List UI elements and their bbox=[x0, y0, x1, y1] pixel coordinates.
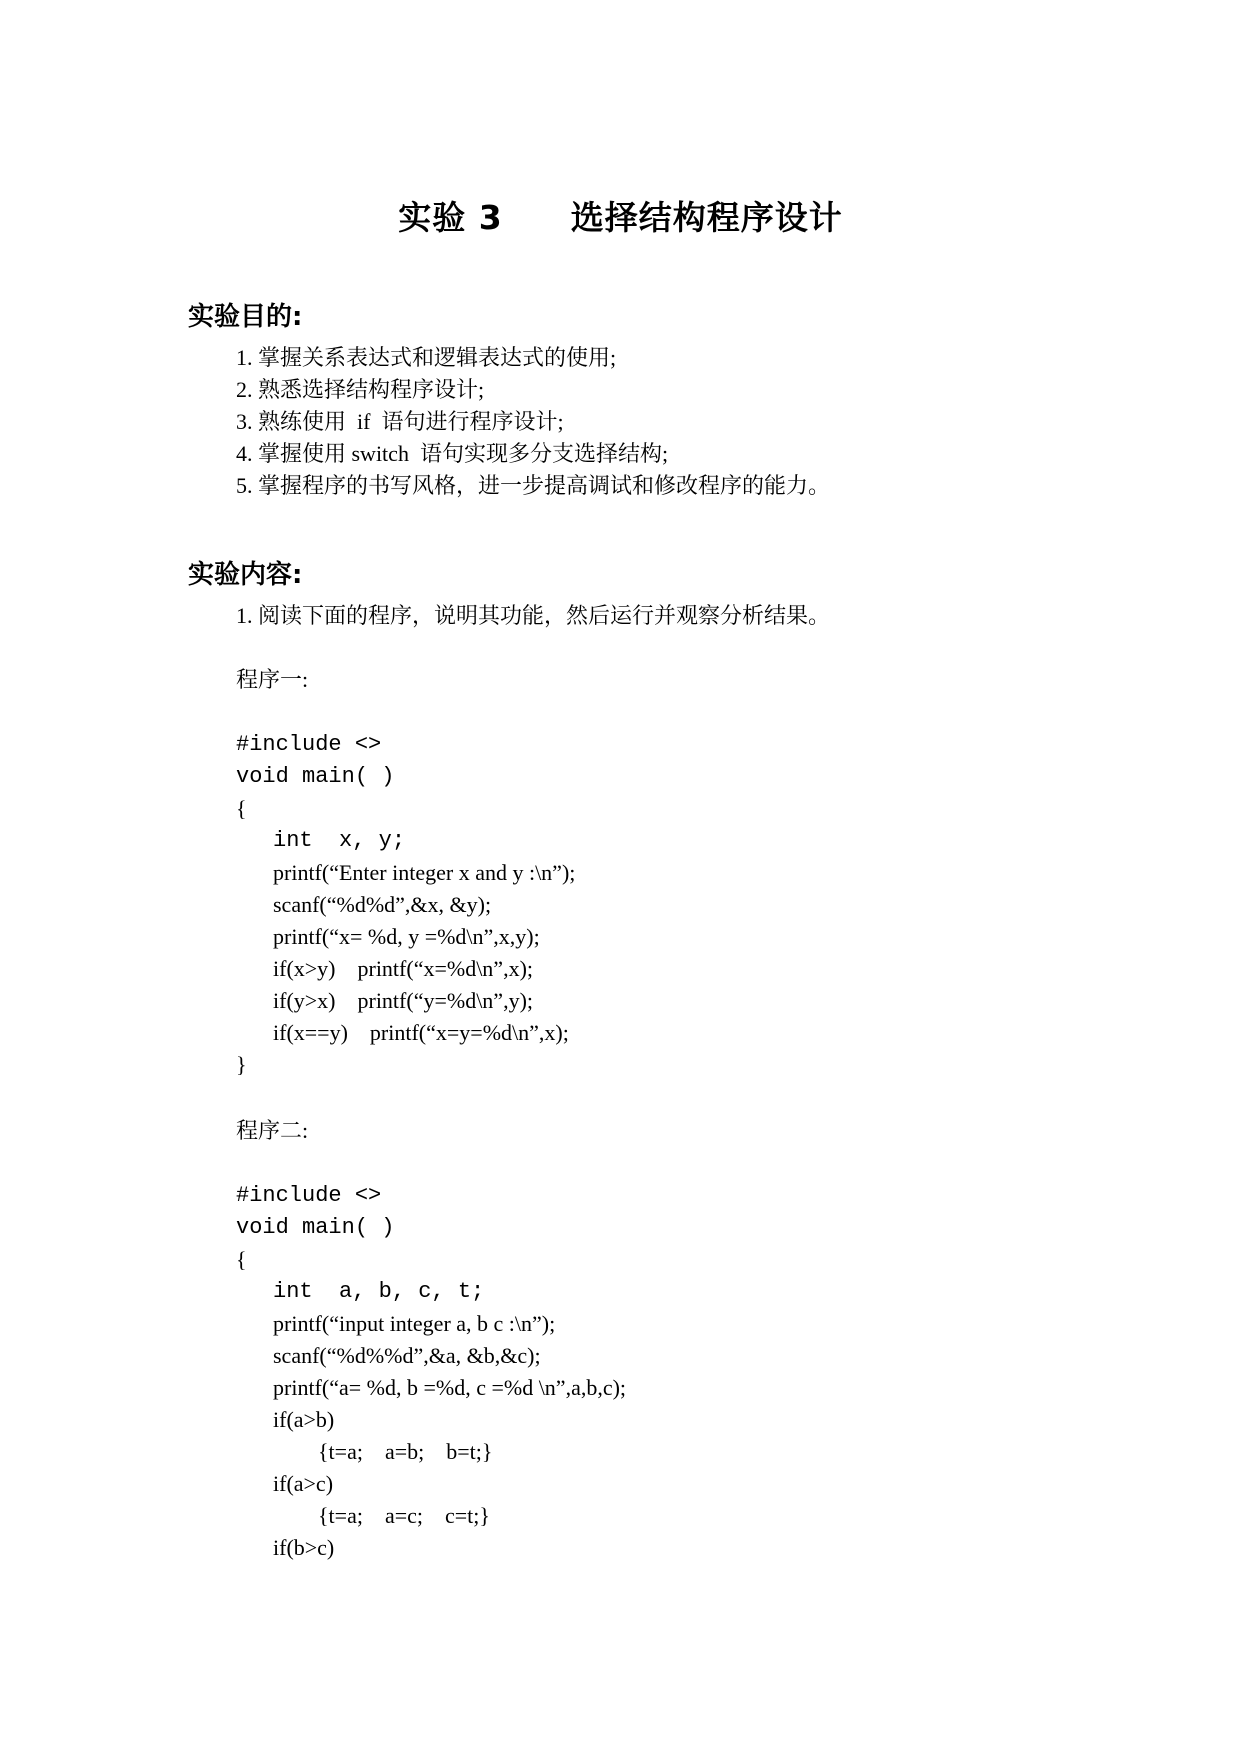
program2-label: 程序二: bbox=[236, 1118, 309, 1143]
objective-item: 3. 熟练使用 if 语句进行程序设计; bbox=[236, 409, 564, 434]
objectives-heading: 实验目的: bbox=[188, 302, 303, 332]
code-line: #include <> bbox=[236, 732, 382, 757]
objective-item: 4. 掌握使用 switch 语句实现多分支选择结构; bbox=[236, 441, 669, 466]
code-line: scanf(“%d%d”,&x, &y); bbox=[273, 892, 492, 917]
code-line: printf(“Enter integer x and y :\n”); bbox=[273, 860, 576, 885]
code-line: { bbox=[236, 1247, 247, 1272]
code-line: int a, b, c, t; bbox=[273, 1279, 485, 1304]
code-line: printf(“a= %d, b =%d, c =%d \n”,a,b,c); bbox=[273, 1375, 627, 1400]
page-title: 实验 3 选择结构程序设计 bbox=[398, 198, 843, 237]
code-line: if(y>x) printf(“y=%d\n”,y); bbox=[273, 988, 534, 1013]
code-line: } bbox=[236, 1052, 247, 1077]
code-line: { bbox=[236, 796, 247, 821]
code-line: if(b>c) bbox=[273, 1535, 335, 1560]
code-line: {t=a; a=b; b=t;} bbox=[318, 1439, 493, 1464]
code-line: printf(“x= %d, y =%d\n”,x,y); bbox=[273, 924, 540, 949]
code-line: if(a>c) bbox=[273, 1471, 334, 1496]
code-line: void main( ) bbox=[236, 1215, 395, 1240]
code-line: {t=a; a=c; c=t;} bbox=[318, 1503, 490, 1528]
code-line: printf(“input integer a, b c :\n”); bbox=[273, 1311, 556, 1336]
code-line: #include <> bbox=[236, 1183, 382, 1208]
objective-item: 2. 熟悉选择结构程序设计; bbox=[236, 377, 485, 402]
code-line: scanf(“%d%%d”,&a, &b,&c); bbox=[273, 1343, 541, 1368]
program1-label: 程序一: bbox=[236, 667, 309, 692]
code-line: if(x>y) printf(“x=%d\n”,x); bbox=[273, 956, 534, 981]
content-intro: 1. 阅读下面的程序，说明其功能，然后运行并观察分析结果。 bbox=[236, 603, 831, 628]
code-line: if(x==y) printf(“x=y=%d\n”,x); bbox=[273, 1020, 569, 1045]
objective-item: 1. 掌握关系表达式和逻辑表达式的使用; bbox=[236, 345, 617, 370]
code-line: if(a>b) bbox=[273, 1407, 335, 1432]
code-line: int x, y; bbox=[273, 828, 406, 853]
code-line: void main( ) bbox=[236, 764, 395, 789]
objective-item: 5. 掌握程序的书写风格，进一步提高调试和修改程序的能力。 bbox=[236, 473, 831, 498]
content-heading: 实验内容: bbox=[188, 560, 303, 590]
